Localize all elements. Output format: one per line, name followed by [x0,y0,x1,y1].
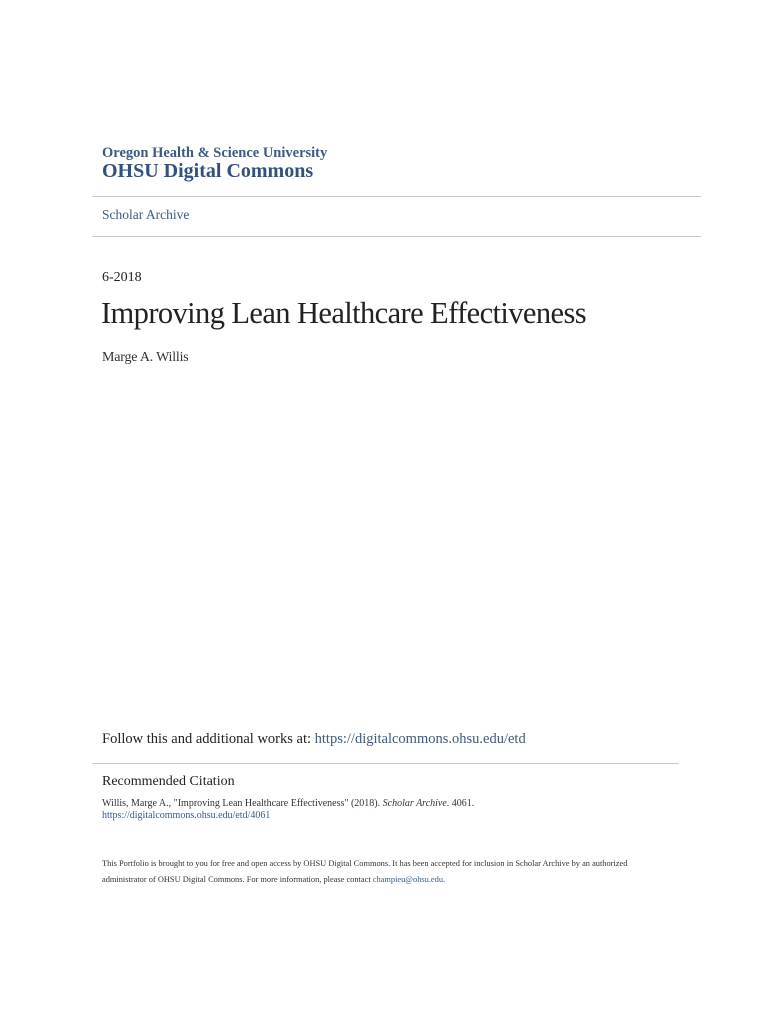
citation-text [102,797,474,811]
publication-date: 6-2018 [102,270,142,285]
divider-collection [92,236,701,237]
follow-link[interactable]: https://digitalcommons.ohsu.edu/etd [314,731,526,747]
divider-citation [92,763,679,764]
recommended-citation-heading: Recommended Citation [102,774,235,789]
citation-link[interactable]: https://digitalcommons.ohsu.edu/etd/4061 [102,810,271,821]
collection-link[interactable]: Scholar Archive [102,207,190,222]
follow-line [102,731,526,748]
access-notice [102,856,662,888]
divider-top [92,196,701,197]
citation-series: Scholar Archive [382,798,447,809]
repository-name-link[interactable]: OHSU Digital Commons [102,160,314,182]
notice-text: This Portfolio is brought to you for free and open access by OHSU Digital Commons. It has been accepted for inclusion in Scholar Archive by an authorized administrator of OHSU Digital Commons. For more information, please contact [102,859,628,884]
institution-name-link[interactable]: Oregon Health & Science University [102,145,328,161]
contact-email-link[interactable]: champieu@ohsu.edu [372,875,444,884]
citation-prefix: Willis, Marge A., "Improving Lean Healthcare Effectiveness" (2018). [102,798,383,809]
notice-end: . [443,875,446,884]
citation-suffix: . 4061. [446,798,475,809]
follow-text: Follow this and additional works at: [102,731,315,747]
author-name: Marge A. Willis [102,350,189,365]
document-title: Improving Lean Healthcare Effectiveness [101,296,586,330]
